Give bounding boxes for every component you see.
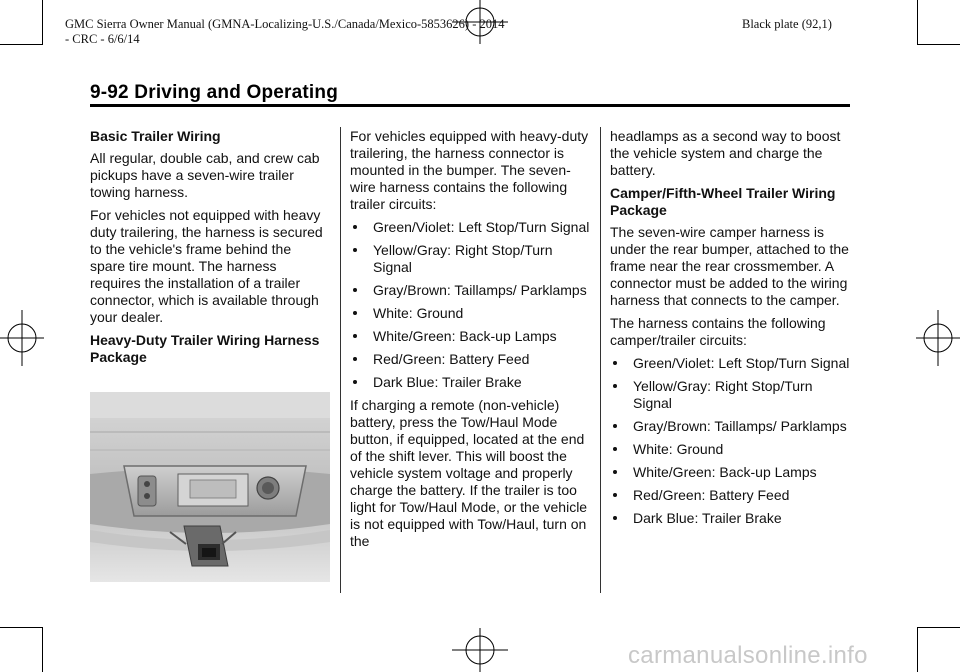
list-item: Dark Blue: Trailer Brake xyxy=(610,510,850,527)
paragraph: If charging a remote (non-vehicle) battery, press the Tow/Haul Mode button, if equipped, located at the end of the shift lever. This will boost the vehicle system voltage and properly charge the battery. If the trailer is too light for Tow/Haul Mode, or the vehicle is not equipped with Tow/Haul, turn on the xyxy=(350,397,588,549)
list-item: White/Green: Back-up Lamps xyxy=(610,464,850,481)
paragraph: All regular, double cab, and crew cab pickups have a seven-wire trailer towing harness. xyxy=(90,150,320,200)
list-item: White/Green: Back-up Lamps xyxy=(350,328,590,345)
column-3 xyxy=(610,128,850,533)
list-item: Green/Violet: Left Stop/Turn Signal xyxy=(610,355,850,372)
list-item: Gray/Brown: Taillamps/ Parklamps xyxy=(610,418,850,435)
paragraph: headlamps as a second way to boost the vehicle system and charge the battery. xyxy=(610,128,841,178)
list-item: Red/Green: Battery Feed xyxy=(610,487,850,504)
crop-mark xyxy=(0,44,43,45)
title-rule xyxy=(90,104,850,107)
crop-mark xyxy=(0,627,43,628)
section-heading-basic-wiring: Basic Trailer Wiring xyxy=(90,128,221,144)
registration-mark-left xyxy=(0,310,44,366)
crop-mark xyxy=(917,0,918,45)
paragraph: For vehicles not equipped with heavy duty trailering, the harness is secured to the vehicle's frame behind the spare tire mount. The harness requires the installation of a trailer connector, which is available through your dealer. xyxy=(90,207,323,325)
circuit-list xyxy=(350,219,590,391)
paragraph: For vehicles equipped with heavy-duty trailering, the harness connector is mounted in the bumper. The seven-wire harness contains the following trailer circuits: xyxy=(350,128,589,212)
trailer-hitch-connector-illustration xyxy=(90,392,330,582)
list-item: Red/Green: Battery Feed xyxy=(350,351,590,368)
crop-mark xyxy=(42,627,43,672)
column-1 xyxy=(90,128,330,582)
registration-mark-right xyxy=(916,310,960,366)
list-item: Yellow/Gray: Right Stop/Turn Signal xyxy=(350,242,590,276)
registration-mark-bottom xyxy=(452,628,508,672)
page-title: 9-92 Driving and Operating xyxy=(90,82,339,103)
crop-mark xyxy=(917,627,960,628)
section-heading-camper-fifth-wheel: Camper/Fifth-Wheel Trailer Wiring Package xyxy=(610,185,836,218)
list-item: Dark Blue: Trailer Brake xyxy=(350,374,590,391)
watermark: carmanualsonline.info xyxy=(628,642,868,669)
paragraph: The seven-wire camper harness is under the rear bumper, attached to the frame near the rear crossmember. A connector must be added to the wiring harness that connects to the camper. xyxy=(610,224,849,308)
list-item: Green/Violet: Left Stop/Turn Signal xyxy=(350,219,590,236)
list-item: Yellow/Gray: Right Stop/Turn Signal xyxy=(610,378,850,412)
list-item: White: Ground xyxy=(350,305,590,322)
paragraph: The harness contains the following camper/trailer circuits: xyxy=(610,315,826,348)
column-divider xyxy=(600,127,601,593)
crop-mark xyxy=(917,44,960,45)
column-2 xyxy=(350,128,590,556)
list-item: White: Ground xyxy=(610,441,850,458)
list-item: Gray/Brown: Taillamps/ Parklamps xyxy=(350,282,590,299)
crop-mark xyxy=(917,627,918,672)
section-heading-heavy-duty: Heavy-Duty Trailer Wiring Harness Package xyxy=(90,332,320,365)
column-divider xyxy=(340,127,341,593)
circuit-list xyxy=(610,355,850,527)
crop-mark xyxy=(42,0,43,45)
manual-info-header: GMC Sierra Owner Manual (GMNA-Localizing-U.S./Canada/Mexico-5853626) - 2014 - CRC - 6/6/14 xyxy=(65,17,505,46)
black-plate-label: Black plate (92,1) xyxy=(742,17,832,31)
